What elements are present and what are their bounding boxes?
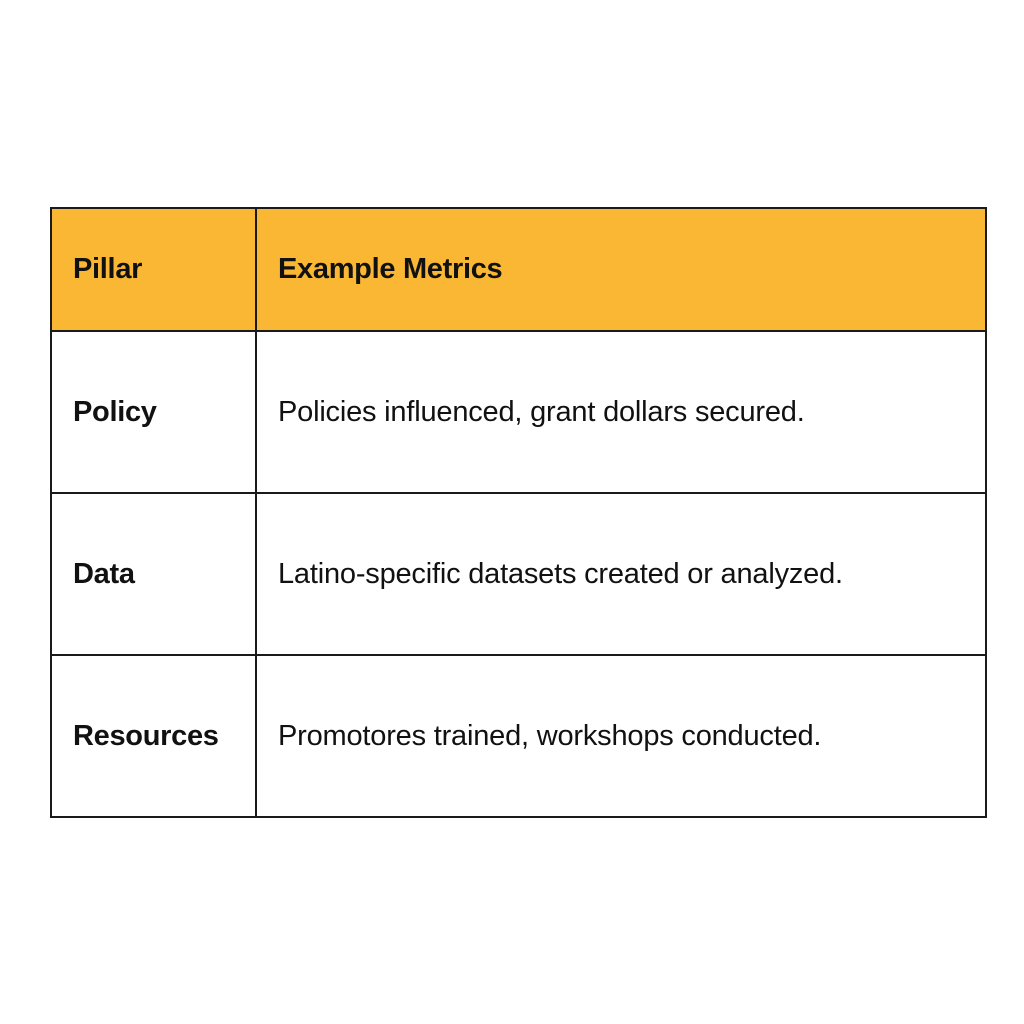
table-header	[51, 208, 986, 331]
table-row-resources	[51, 655, 986, 817]
header-pillar: Pillar	[51, 208, 256, 331]
pillar-cell: Policy	[51, 331, 256, 493]
metrics-cell: Policies influenced, grant dollars secured.	[256, 331, 986, 493]
table-row-data	[51, 493, 986, 655]
metrics-cell: Latino-specific datasets created or analyzed.	[256, 493, 986, 655]
table-body	[51, 331, 986, 817]
pillar-cell: Resources	[51, 655, 256, 817]
header-example-metrics: Example Metrics	[256, 208, 986, 331]
pillar-cell: Data	[51, 493, 256, 655]
metrics-cell: Promotores trained, workshops conducted.	[256, 655, 986, 817]
table-row-policy	[51, 331, 986, 493]
header-row	[51, 208, 986, 331]
metrics-table	[50, 207, 987, 818]
